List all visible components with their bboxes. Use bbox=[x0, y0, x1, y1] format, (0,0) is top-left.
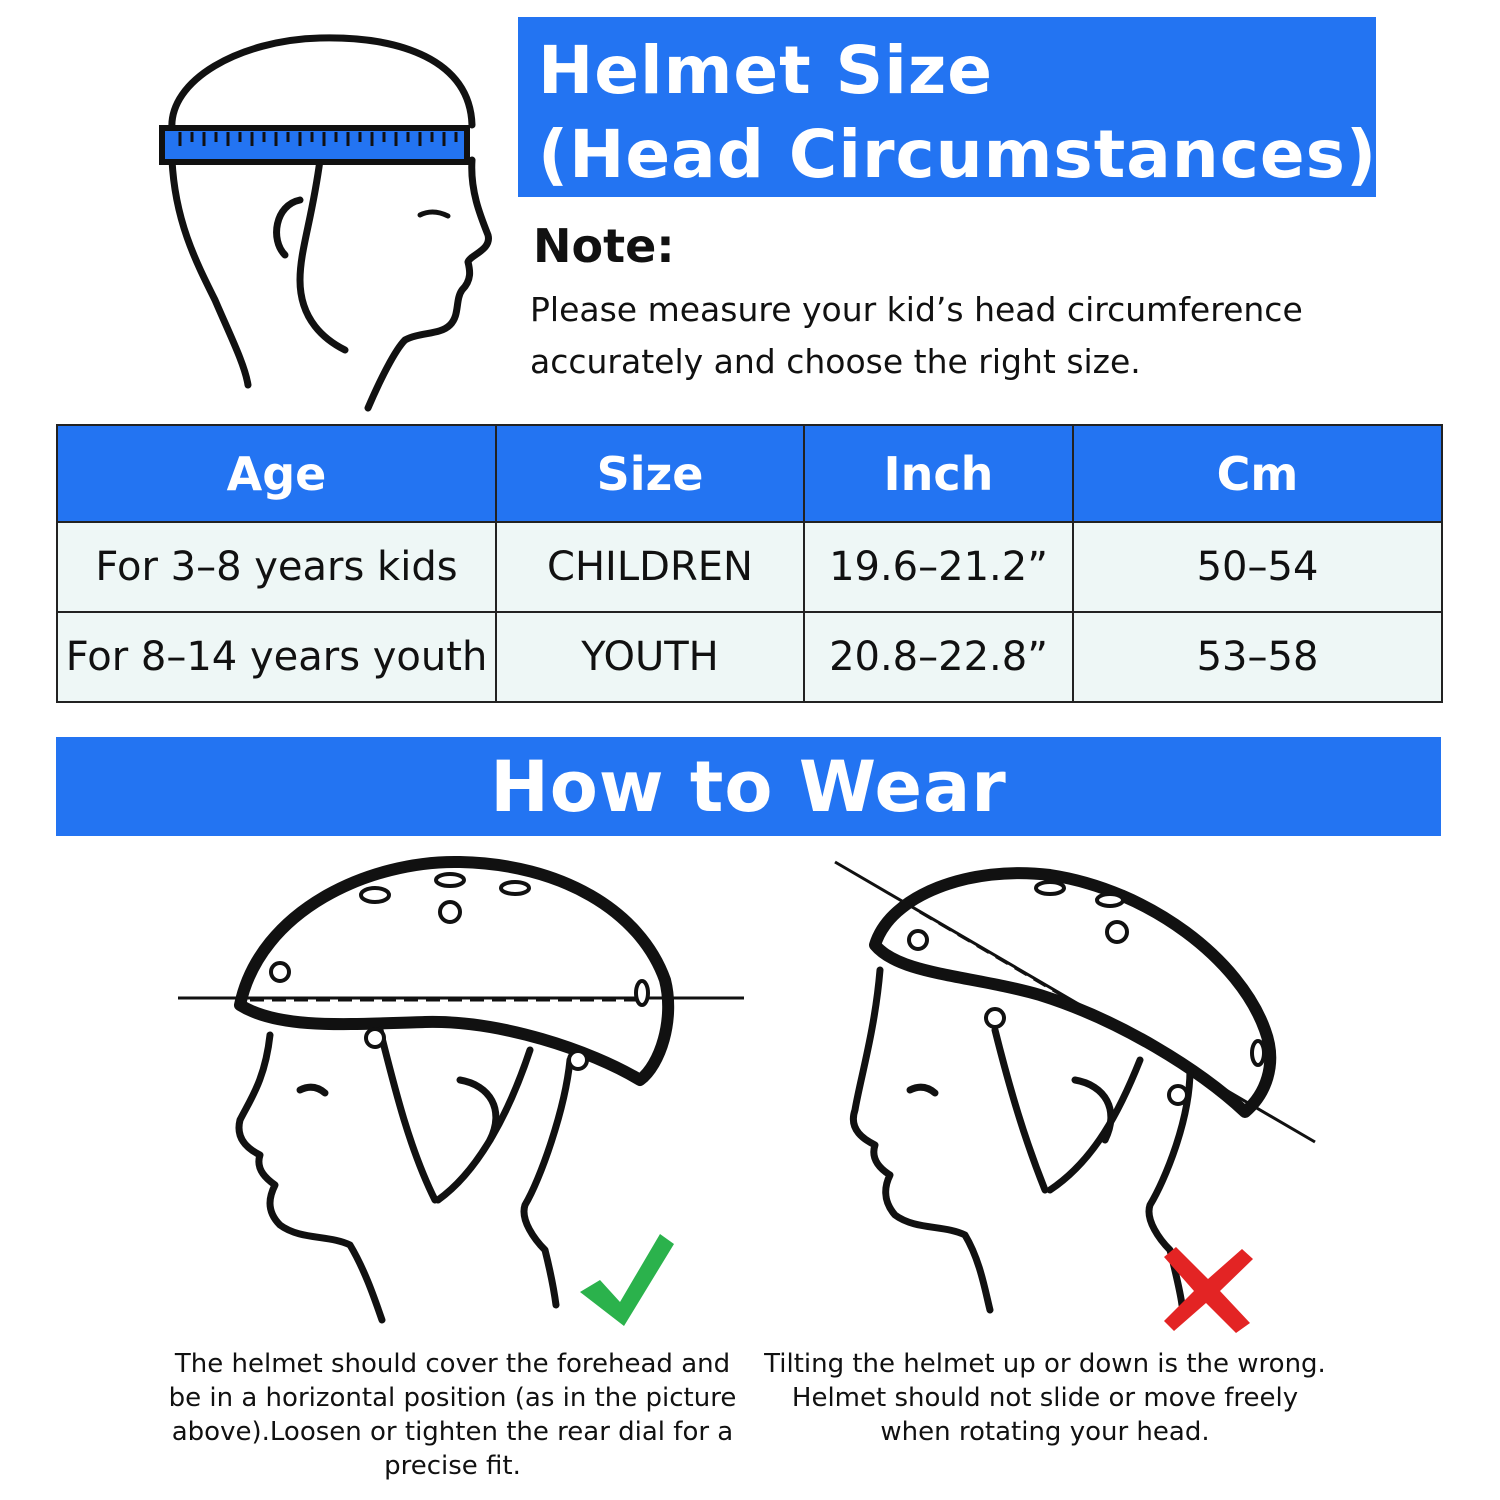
note-text bbox=[530, 284, 1400, 388]
header-cm: Cm bbox=[1073, 425, 1442, 522]
title-line-1: Helmet Size bbox=[538, 32, 994, 109]
wrong-wear-caption: Tilting the helmet up or down is the wrong. Helmet should not slide or move freely when rotating your head. bbox=[764, 1349, 1326, 1447]
title-banner bbox=[518, 17, 1376, 197]
table-row bbox=[57, 522, 1442, 612]
note-label: Note: bbox=[533, 219, 675, 273]
correct-helmet-illustration bbox=[170, 850, 770, 1350]
how-to-wear-title: How to Wear bbox=[490, 745, 1007, 828]
table-row bbox=[57, 612, 1442, 702]
table-header-row bbox=[57, 425, 1442, 522]
title-line-2: (Head Circumstances) bbox=[538, 116, 1378, 193]
cell-size: YOUTH bbox=[496, 612, 804, 702]
cell-age: For 3–8 years kids bbox=[57, 522, 496, 612]
cell-size: CHILDREN bbox=[496, 522, 804, 612]
green-check-icon bbox=[578, 1232, 678, 1332]
size-table bbox=[56, 424, 1443, 703]
header-inch: Inch bbox=[804, 425, 1073, 522]
cell-age: For 8–14 years youth bbox=[57, 612, 496, 702]
head-measuring-illustration bbox=[0, 0, 500, 420]
header-size: Size bbox=[496, 425, 804, 522]
note-line-1: Please measure your kid’s head circumference bbox=[530, 290, 1303, 329]
note-line-2: accurately and choose the right size. bbox=[530, 342, 1141, 381]
cell-inch: 20.8–22.8” bbox=[804, 612, 1073, 702]
wrong-helmet-illustration bbox=[820, 850, 1340, 1350]
cell-cm: 50–54 bbox=[1073, 522, 1442, 612]
header-age: Age bbox=[57, 425, 496, 522]
how-to-wear-banner bbox=[56, 737, 1441, 836]
red-x-icon bbox=[1160, 1245, 1255, 1335]
cell-cm: 53–58 bbox=[1073, 612, 1442, 702]
cell-inch: 19.6–21.2” bbox=[804, 522, 1073, 612]
correct-wear-caption: The helmet should cover the forehead and be in a horizontal position (as in the picture above).Loosen or tighten the rear dial for a precise fit. bbox=[168, 1349, 737, 1481]
